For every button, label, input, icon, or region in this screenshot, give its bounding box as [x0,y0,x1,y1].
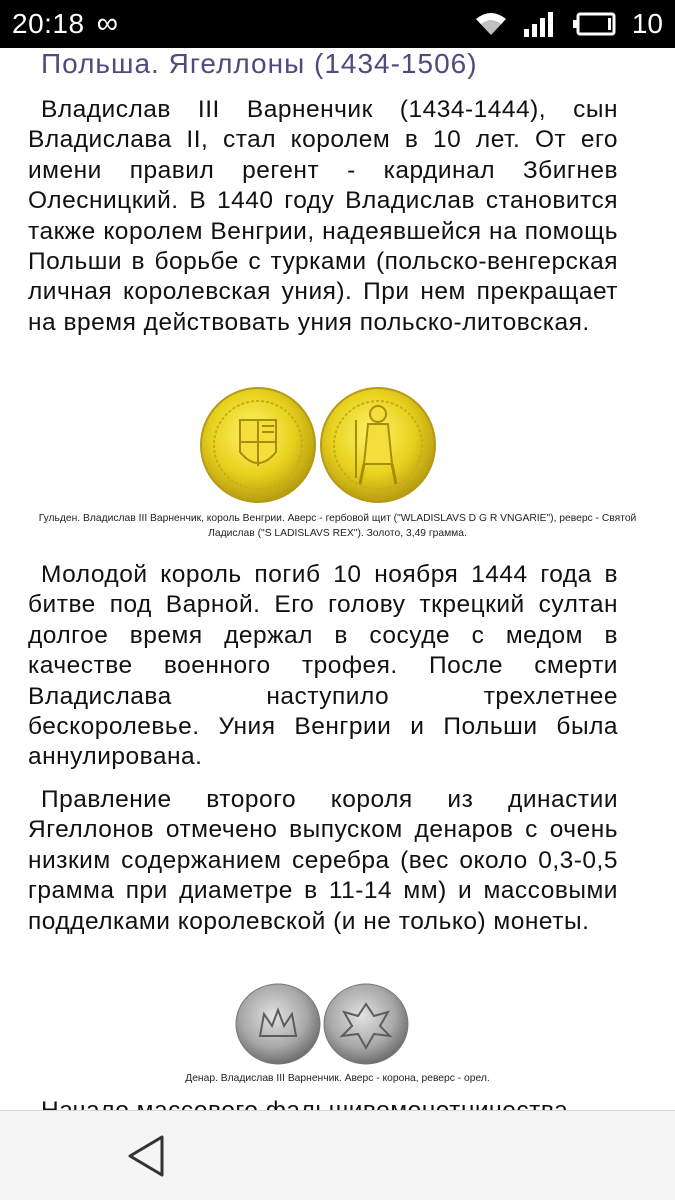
page-title: Польша. Ягеллоны (1434-1506) [41,48,478,79]
article-paragraph: Владислав III Варненчик (1434-1444), сын Владислава II, стал королем в 10 лет. От его имени правил регент - кардинал Збигнев Олесницкий. В 1440 году Владислав становится также королем Венгрии, надеявшейся на помощь Польши в борьбе с турками (польско-венгерская личная королевская уния). При нем прекращает на время действовать уния польско-литовская. [28,96,618,336]
battery-icon [572,12,616,36]
gold-guilder-coin-image[interactable] [196,384,444,506]
article-paragraph: Правление второго короля из династии Ягеллонов отмечено выпуском денаров с очень низким содержанием серебра (вес около 0,3-0,5 грамма при диаметре в 11-14 мм) и массовыми подделками королевской (и не только) монеты. [28,786,618,935]
signal-icon [524,11,556,37]
figure-caption: Гульден. Владислав III Варненчик, король Венгрии. Аверс - гербовой щит ("WLADISLAVS D G R VNGARIE"), реверс - Святой Ладислав ("S LADISLAVS REX"). Золото, 3,49 грамма. [38,513,637,539]
infinity-icon: ∞ [96,7,118,40]
wifi-icon [474,11,508,37]
back-triangle-icon[interactable] [124,1133,168,1179]
silver-denar-coin-image[interactable] [232,980,412,1068]
status-bar [0,0,675,48]
status-icons [474,8,663,40]
battery-level-text: 10 [631,8,663,39]
silver-coin-obverse [236,984,320,1064]
figure-caption: Денар. Владислав III Варненчик. Аверс - корона, реверс - орел. [185,1073,490,1084]
article-paragraph: Молодой король погиб 10 ноября 1444 года в битве под Варной. Его голову ткрецкий султан долгое время держал в сосуде с медом в качестве военного трофея. После смерти Владислава наступило трехлетнее бескоролевье. Уния Венгрии и Польши была аннулирована. [28,561,618,771]
status-time: 20:18 [12,8,85,39]
navigation-bar [0,1110,675,1200]
silver-coin-reverse [324,984,408,1064]
article-content[interactable] [0,48,675,1110]
